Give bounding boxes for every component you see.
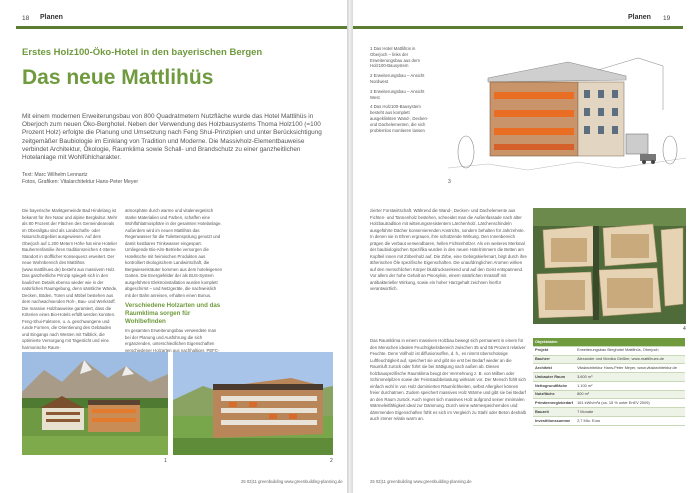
table-key: Bauzeit [533,408,575,417]
table-key: Architekt [533,364,575,373]
table-value: 161 kWh/m²a (ca. 15 % unter EnEV 2009) [575,399,685,408]
table-header-row [533,338,685,346]
left-page [0,0,347,493]
section-label-left: Planen [40,14,63,21]
body-column-a: zierter Forstwirtschaft. Während die Wand-, Decken- und Dachelemente aus Fichten- und Tannenholz bestehen, schneidet man die Außenfassade nach alter Holzbautradition mit witterungsresistentem Lärchenholz. Lärchenschindeln ausgeführte Dächer konservierenden Anstrichs, sondern behalten für Jahrzehnte. In denen sie in Ehren ergrauen, ihre schützende Wirkung. Den Innenbereich prägen die verbaut verwendbaren, hellen Fichtenhölzer. Als ein weiteres Merkmal der baubiologischen Spezifika wurden in den neuen Hotelzimmern die Betten am Kopfteil innen mit Zirbenholz auf. Die Zirbe, eine Gebirgskiefernart, birgt durch ihre ätherischen Öle spezifische Eigenschaften. Die unaufdringlichen Aromen wirken auf den menschlichen Körper blutdrucksenkend und auf den Geist entspannend. Vor allem der hohe Gehalt an Pinosylvin, einem natürlichen Inrastoff mit antibakterieller Wirkung, sowie ein hoher Harzgehalt zeichnen hierfür verantwortlich. [370,208,527,291]
figure-caption-number-3: 3 [448,179,451,185]
table-value: Alexander und Monika Geißler, www.mattlihues.de [575,355,685,364]
photo-caption-number-1: 1 [164,458,167,464]
table-value: 3.600 m³ [575,373,685,382]
figure-note-4: 4 Das Holz100-Bausystem besteht aus komplett ausgeklinkten Wand-, Decken- und Dachelementen, die sich problemlos montieren lassen [370,104,429,133]
photo-construction-modules [533,208,686,324]
table-key: Investitionssumme [533,417,575,426]
header-rule-left [16,26,347,29]
figure-note-2: 2 Erweiterungsbau – Ansicht Nordwest [370,73,425,84]
body-column-1: Die bayerische Marktgemeinde Bad Hindelang ist bekannt für ihre Natur und alpine Bergkultur. Mehr als 80 Prozent der Flächen des Gemeindeareals im Oberallgäu sind als Landschafts- oder Naturschutzgebiet ausgewiesen. Auf dem Oberjoch auf 1.200 Metern Höhe hat eine Hotelier Bauherrenfamilie ihren traditionsreichen 4-Sterne Standort in stofflicher Konsequenz erweitert. Der neue Wohnbereich des Mattlihüs (www.mattlihues.de) besteht aus massivem Holz. Das ganzheitliche Prinzip spiegelt sich in den baulichen Details ebenso wieder wie in der natürlichen Raumgebung, denn sämtliche Wände, Decken, Böden, Türen und Möbel bestehen aus dem nachwachsenden Roh-, Bau- und Werkstoff. Die massive Holzbauweise garantiert, dass die Kriterien eines Bio-Hotels erfüllt werden konnten. Feng-Shui-Faktoren, u. a. geschwungene und runde Formen, die Orientierung des Gebäudes und Eingangs nach Westen mit Talblick, die optimierte Versorgung mit Tageslicht und eine harmonische Raum- [22,208,118,350]
credit-photos: Fotos, Grafiken: Vitalarchitektur Hans-Peter Meyer [22,179,139,186]
footer-right: 25 02|11 greenbuilding www.greenbuilding-planning.de [370,479,472,484]
elevation-drawing [448,40,686,190]
body-column-2-text: atmosphäre durch warme und vitalenergetisch starke Materialien und Farben, schaffen eine Wohlfühlatmosphäre in der gesamten Hotelanlage. Außerdem wird im neuen Mattlihüs das Regenwasser für die Toilettenspülung genutzt und damit kostbares Trinkwasser eingespart. Umliegende Bio-Alm-Betriebe versorgen die Hotelküche mit heimischen Produkten aus kontrolliert ökologischem Landwirtschaft, die Bergwiesenkräuter kommen aus dem hoteleigenen Garten. Die Energiefelder der als BUS-System ausgeführten Elektroinstallation wurden komplett abgeschirmt – und Netzgeräte, die nachweislich mit der Bahn anreisen, erhalten einen Bonus. [125,208,222,298]
article-kicker: Erstes Holz100-Öko-Hotel in den bayerischen Bergen [22,47,263,58]
header-rule-right [353,26,683,29]
article-credits [22,172,322,186]
credit-text: Text: Marc Wilhelm Lennartz [22,172,88,178]
photo-hotel-mountains [22,352,168,455]
table-value: 7 Monate [575,408,685,417]
table-key: Umbauter Raum [533,373,575,382]
table-value: 800 m² [575,390,685,399]
table-row [533,355,685,364]
table-value: 2,7 Mio. Euro [575,417,685,426]
project-data-table [533,338,685,426]
construction-modules-image [533,208,686,324]
body-column-2 [125,208,223,353]
table-key: Primärenergiebedarf [533,399,575,408]
article-lead: Mit einem modernen Erweiterungsbau von 800 Quadratmetern Nutzfläche wurde das Hotel Mattlihüs in Oberjoch zum neuen Öko-Berghotel. Neben der Verwendung des Holzbausystems Thoma Holz100 (=100 Prozent Holz) erfolgte die Planung und Umsetzung nach Feng Shui-Prinzipien und unter Berücksichtigung zeitgemäßer Baubiologie im Einklang von Tradition und Moderne. Die Massivholz-Elementbauweise verbindet Architektur, Ökologie, Raumklima sowie Schall- und Brandschutz zu einer ganzheitlichen Hotelanlage mit Wohlfühlcharakter. [22,113,322,162]
table-row [533,373,685,382]
figure-notes [370,46,432,137]
right-page [353,0,700,493]
table-value: Vitalarchitektur Hans-Peter Meyer, www.vitalarchitektur.de [575,364,685,373]
photo-caption-number-2: 2 [330,458,333,464]
hotel-mountain-image [22,352,168,455]
table-key: Nettogrundfläche [533,381,575,390]
figure-note-1: 1 Das Hotel Mattlihüs in Oberjoch – links der Erweiterungsbau aus dem Holz100-Bausystem [370,46,420,69]
table-row [533,364,685,373]
photo-caption-number-4: 4 [683,326,686,332]
table-row [533,390,685,399]
article-title: Das neue Mattlihüs [22,66,214,89]
photo-building-facade [173,352,333,455]
table-row [533,346,685,355]
page-number-right: 19 [663,15,671,22]
table-row [533,399,685,408]
body-column-2-cont: Im gesamten Erweiterungsbau verwendete man bei der Planung und Ausführung die sich ergänzenden, unterschiedlichen Eigenschaften verschiedener Holzarten aus nachhaltiger, PEFC- [125,328,220,353]
article-subhead: Verschiedene Holzarten und das Raumklima sorgen für Wohlbefinden [125,302,221,325]
footer-left: 25 02|11 greenbuilding www.greenbuilding-planning.de [241,479,343,484]
section-label-right: Planen [628,14,651,21]
table-row [533,381,685,390]
body-column-b: Das Raumklima in einem massiven Holzbau bewegt sich permanent in einem für den Menschen idealen Feuchtigkeitsbereich zwischen 35 und 55 Prozent relativer Feuchte. Denn Vollholz ist diffusionsoffen, d. h., es nimmt überschüssige Luftfeuchtigkeit auf, speichert sie und gibt sie erst bei Bedarf wieder an die Raumluft zurück oder führt sie bei Sättigung nach außen ab. Dieses holzbauspezifische Raumklima beugt der Vermehrung z. B. von Milben oder Schimmelpilzen sowie der Feinstaubbelastung wirksam vor. Der Mensch fühlt sich einfach wohl in von Holz dominierten Räumlichkeiten, selbst Allergiker können freier durchatmen. Zudem speichert massives Holz Wärme und gibt sie bei Bedarf an den Raum zurück. Auch regnet sich massives Holz aufgrund seiner minimalen Wärmeleitfähigkeit ideal zur Dämmung. Durch seine wärmespeichernden und dämmenden Eigenschaften fühlt es sich im Vergleich zu Stahl oder Beton deshalb auch immer relativ warm an. [370,338,526,421]
table-header: Objektdaten [533,338,685,346]
figure-note-3: 3 Erweiterungsbau – Ansicht West [370,88,425,100]
table-key: Projekt [533,346,575,355]
table-row [533,417,685,426]
table-value: Erweiterungsbau Berghotel Mattlihüs, Oberjoch [575,346,685,355]
table-key: Bauherr [533,355,575,364]
table-row [533,408,685,417]
building-elevation-image [448,40,686,190]
table-key: Nutzfläche [533,390,575,399]
page-number-left: 18 [22,15,30,22]
building-facade-image [173,352,333,455]
table-value: 1.100 m² [575,381,685,390]
